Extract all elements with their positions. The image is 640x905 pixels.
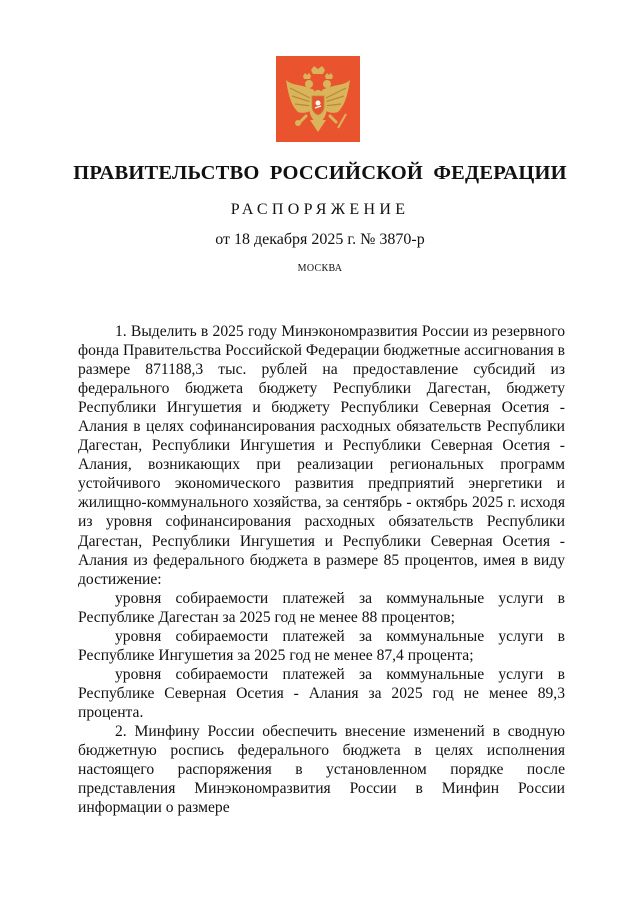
paragraph-ingushetia: уровня собираемости платежей за коммунальные услуги в Республике Ингушетия за 2025 год не менее 87,4 процента;: [78, 627, 565, 664]
document-type: РАСПОРЯЖЕНИЕ: [230, 201, 410, 218]
government-title: ПРАВИТЕЛЬСТВО РОССИЙСКОЙ ФЕДЕРАЦИИ: [73, 162, 567, 184]
paragraph-north-ossetia: уровня собираемости платежей за коммунальные услуги в Республике Северная Осетия - Алания за 2025 год не менее 89,3 процента.: [78, 665, 565, 721]
document-city: МОСКВА: [297, 263, 343, 274]
double-headed-eagle-icon: [276, 56, 360, 142]
coat-of-arms-emblem: [276, 56, 360, 142]
document-body: [78, 322, 565, 817]
paragraph-2: 2. Минфину России обеспечить внесение изменений в сводную бюджетную роспись федерального бюджета в целях исполнения настоящего распоряжения в установленном порядке после представления Минэкономразвития России в Минфин России информации о размере: [78, 722, 565, 817]
document-date-number: от 18 декабря 2025 г. № 3870-р: [215, 231, 425, 248]
paragraph-dagestan: уровня собираемости платежей за коммунальные услуги в Республике Дагестан за 2025 год не менее 88 процентов;: [78, 589, 565, 626]
paragraph-1: 1. Выделить в 2025 году Минэкономразвития России из резервного фонда Правительства Российской Федерации бюджетные ассигнования в размере 871188,3 тыс. рублей на предоставление субсидий из федерального бюджета бюджету Республики Дагестан, бюджету Республики Ингушетия и бюджету Республики Северная Осетия - Алания в целях софинансирования расходных обязательств Республики Дагестан, Республики Ингушетия и Республики Северная Осетия - Алания, возникающих при реализации региональных программ устойчивого экономического развития предприятий энергетики и жилищно-коммунального хозяйства, за сентябрь - октябрь 2025 г. исходя из уровня софинансирования расходных обязательств Республики Дагестан, Республики Ингушетия и Республики Северная Осетия - Алания из федерального бюджета в размере 85 процентов, имея в виду достижение:: [78, 323, 565, 588]
